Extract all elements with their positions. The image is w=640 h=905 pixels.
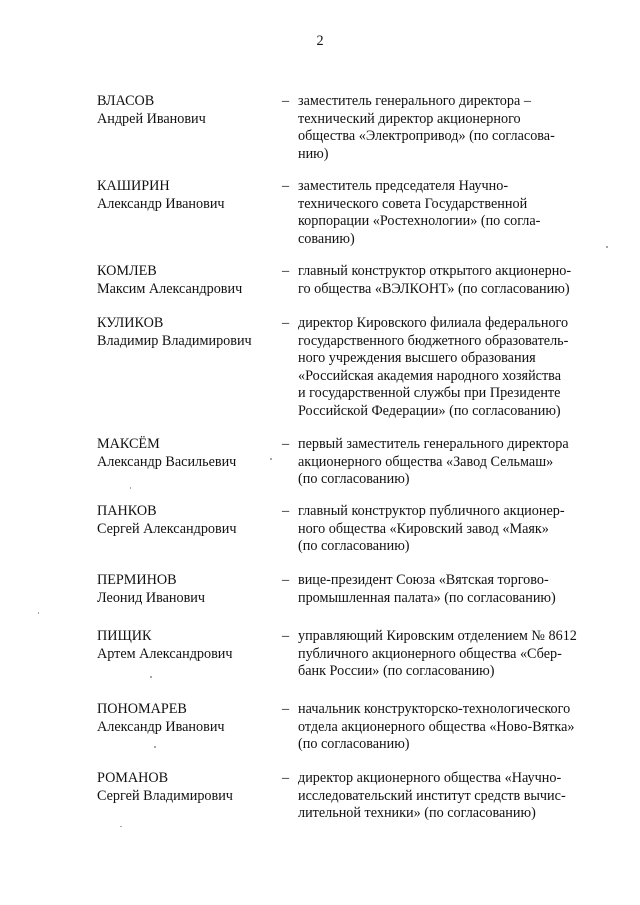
member-position [298,178,594,248]
member-surname: КОМЛЕВ [97,263,157,279]
member-position [298,628,594,681]
member-surname: КУЛИКОВ [97,315,164,331]
member-name [97,701,277,736]
dash-separator: – [282,701,290,717]
position-line: ного общества «Кировский завод «Маяк» [298,520,549,537]
dash-separator: – [282,436,290,452]
member-name [97,572,277,607]
position-line: технического совета Государственной [298,195,528,212]
position-line: нию) [298,145,329,162]
position-line: директор акционерного общества «Научно- [298,770,562,786]
member-name [97,628,277,663]
position-line: исследовательский институт средств вычис- [298,787,566,804]
scan-speck [130,487,131,489]
member-position [298,93,594,163]
member-given-names: Артем Александрович [97,645,233,662]
position-line: (по согласованию) [298,736,410,753]
member-given-names: Леонид Иванович [97,589,206,606]
position-line: сованию) [298,230,355,247]
member-position [298,770,594,823]
member-position [298,263,594,298]
scan-speck [38,612,39,614]
member-surname: ПИЩИК [97,628,152,644]
scan-speck [270,458,272,460]
position-line: и государственной службы при Президенте [298,385,561,402]
position-line: главный конструктор публичного акционер- [298,503,565,519]
position-line: банк России» (по согласованию) [298,663,495,680]
member-given-names: Сергей Александрович [97,520,237,537]
position-line: первый заместитель генерального директора [298,436,569,452]
dash-separator: – [282,93,290,109]
position-line: акционерного общества «Завод Сельмаш» [298,453,554,470]
position-line: отдела акционерного общества «Ново-Вятка» [298,718,575,735]
position-line: ного учреждения высшего образования [298,350,536,367]
member-surname: КАШИРИН [97,178,170,194]
dash-separator: – [282,770,290,786]
member-position [298,315,594,421]
member-surname: ПАНКОВ [97,503,157,519]
member-given-names: Сергей Владимирович [97,787,233,804]
member-surname: ПОНОМАРЕВ [97,701,187,717]
dash-separator: – [282,503,290,519]
position-line: (по согласованию) [298,471,410,488]
member-name [97,503,277,538]
member-position [298,572,594,607]
position-line: общества «Электропривод» (по согласова- [298,128,555,145]
member-given-names: Александр Иванович [97,195,225,212]
dash-separator: – [282,263,290,279]
member-name [97,263,277,298]
dash-separator: – [282,315,290,331]
member-name [97,436,277,471]
member-name [97,315,277,350]
scan-speck [120,826,122,827]
position-line: лительной техники» (по согласованию) [298,805,536,822]
member-given-names: Максим Александрович [97,280,243,297]
scan-speck [150,676,152,678]
member-name [97,178,277,213]
member-given-names: Александр Васильевич [97,453,237,470]
position-line: заместитель генерального директора – [298,93,531,109]
position-line: Российской Федерации» (по согласованию) [298,402,561,419]
position-line: «Российская академия народного хозяйства [298,367,561,384]
member-surname: МАКСЁМ [97,436,160,452]
member-given-names: Александр Иванович [97,718,225,735]
position-line: вице-президент Союза «Вятская торгово- [298,572,549,588]
member-name [97,770,277,805]
dash-separator: – [282,628,290,644]
member-surname: ВЛАСОВ [97,93,155,109]
member-surname: РОМАНОВ [97,770,169,786]
member-given-names: Владимир Владимирович [97,332,252,349]
member-surname: ПЕРМИНОВ [97,572,177,588]
position-line: публичного акционерного общества «Сбер- [298,645,562,662]
member-given-names: Андрей Иванович [97,110,206,127]
position-line: (по согласованию) [298,538,410,555]
member-position [298,701,594,754]
position-line: главный конструктор открытого акционерно- [298,263,572,279]
dash-separator: – [282,178,290,194]
position-line: управляющий Кировским отделением № 8612 [298,628,577,644]
member-position [298,436,594,489]
position-line: корпорации «Ростехнологии» (по согла- [298,213,541,230]
page-number: 2 [316,33,324,49]
position-line: государственного бюджетного образователь- [298,332,569,349]
position-line: заместитель председателя Научно- [298,178,509,194]
member-name [97,93,277,128]
dash-separator: – [282,572,290,588]
position-line: промышленная палата» (по согласованию) [298,589,556,606]
position-line: го общества «ВЭЛКОНТ» (по согласованию) [298,280,570,297]
position-line: технический директор акционерного [298,110,521,127]
member-position [298,503,594,556]
scan-speck [606,246,608,248]
position-line: начальник конструкторско-технологического [298,701,571,717]
scan-speck [154,746,156,748]
position-line: директор Кировского филиала федерального [298,315,569,331]
